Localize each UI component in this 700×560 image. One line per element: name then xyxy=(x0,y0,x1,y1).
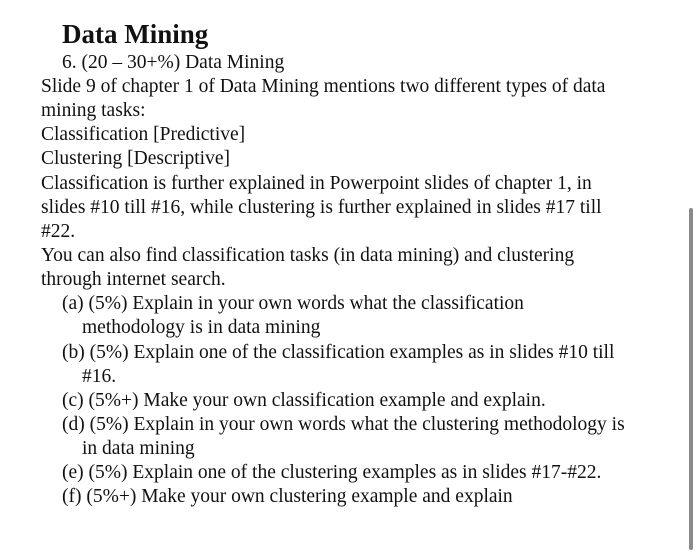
task-clustering: Clustering [Descriptive] xyxy=(41,148,230,169)
item-b-line-1: (b) (5%) Explain one of the classification examples as in slides #10 till xyxy=(62,342,615,363)
item-c: (c) (5%+) Make your own classification example and explain. xyxy=(62,390,546,411)
item-e: (e) (5%) Explain one of the clustering examples as in slides #17-#22. xyxy=(62,462,602,483)
explanation-line-1: Classification is further explained in Powerpoint slides of chapter 1, in xyxy=(41,173,592,194)
search-line-1: You can also find classification tasks (in data mining) and clustering xyxy=(41,245,575,266)
item-a-line-1: (a) (5%) Explain in your own words what the classification xyxy=(62,293,524,314)
item-d-line-2: in data mining xyxy=(82,438,195,459)
task-classification: Classification [Predictive] xyxy=(41,124,246,145)
item-b-line-2: #16. xyxy=(82,366,117,387)
explanation-line-2: slides #10 till #16, while clustering is further explained in slides #17 till xyxy=(41,197,602,218)
explanation-line-3: #22. xyxy=(41,221,76,242)
item-a-line-2: methodology is in data mining xyxy=(82,317,321,338)
intro-line-2: mining tasks: xyxy=(41,100,146,121)
vertical-scrollbar[interactable] xyxy=(689,208,693,550)
item-f: (f) (5%+) Make your own clustering example and explain xyxy=(62,486,513,507)
intro-line-1: Slide 9 of chapter 1 of Data Mining mentions two different types of data xyxy=(41,76,606,97)
item-d-line-1: (d) (5%) Explain in your own words what the clustering methodology is xyxy=(62,414,625,435)
document-title: Data Mining xyxy=(62,19,209,49)
search-line-2: through internet search. xyxy=(41,269,226,290)
question-heading: 6. (20 – 30+%) Data Mining xyxy=(62,52,285,73)
